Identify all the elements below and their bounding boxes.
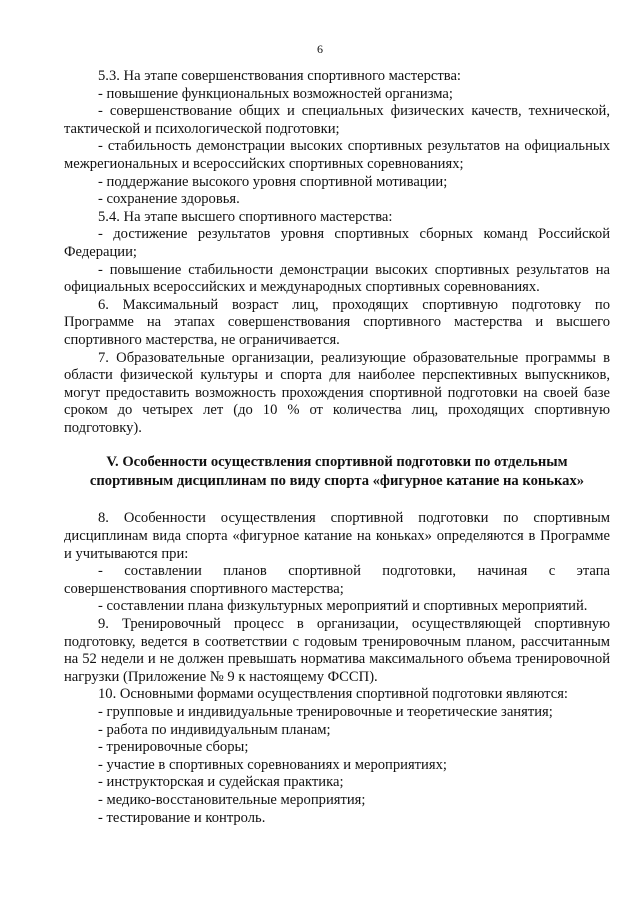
page-number: 6 (317, 42, 323, 56)
section-5-3-title: 5.3. На этапе совершенствования спортивного мастерства: (98, 68, 461, 84)
paragraph-10-intro: 10. Основными формами осуществления спортивной подготовки являются: (98, 686, 568, 703)
page-content (64, 68, 610, 827)
paragraph-8-item: - составлении плана физкультурных мероприятий и спортивных мероприятий. (98, 598, 588, 615)
paragraph-10-item: - участие в спортивных соревнованиях и мероприятиях; (98, 756, 447, 773)
paragraph-10-item: - инструкторская и судейская практика; (98, 774, 344, 791)
section-v-heading: V. Особенности осуществления спортивной подготовки по отдельным спортивным дисциплинам по виду спорта «фигурное катание на коньках» (89, 454, 585, 489)
paragraph-10-item: - тестирование и контроль. (98, 809, 266, 826)
section-5-3-item: - поддержание высокого уровня спортивной мотивации; (98, 173, 448, 190)
section-5-3-item: - стабильность демонстрации высоких спортивных результатов на официальных межрегиональных и всероссийских спортивных соревнованиях; (64, 138, 610, 172)
paragraph-10-item: - медико-восстановительные мероприятия; (98, 791, 366, 808)
section-5-3-item: - повышение функциональных возможностей организма; (98, 85, 453, 102)
section-5-3-item: - совершенствование общих и специальных физических качеств, технической, тактической и психологической подготовки; (64, 103, 610, 137)
paragraph-10-item: - работа по индивидуальным планам; (98, 721, 331, 738)
paragraph-6: 6. Максимальный возраст лиц, проходящих спортивную подготовку по Программе на этапах совершенствования спортивного мастерства и высшего спортивного мастерства, не ограничивается. (64, 296, 610, 348)
section-5-3-item: - сохранение здоровья. (98, 191, 240, 208)
paragraph-8-item: - составлении планов спортивной подготовки, начиная с этапа совершенствования спортивного мастерства; (64, 563, 610, 597)
section-5-4-item: - достижение результатов уровня спортивных сборных команд Российской Федерации; (64, 226, 610, 260)
section-5-4-title: 5.4. На этапе высшего спортивного мастерства: (98, 208, 393, 225)
paragraph-9: 9. Тренировочный процесс в организации, осуществляющей спортивную подготовку, ведется в соответствии с годовым тренировочным планом, рассчитанным на 52 недели и не должен превышать норматива максимального объема тренировочной нагрузки (Приложение № 9 к настоящему ФССП). (64, 616, 610, 685)
paragraph-10-item: - тренировочные сборы; (98, 739, 249, 756)
paragraph-10-item: - групповые и индивидуальные тренировочные и теоретические занятия; (98, 704, 553, 720)
paragraph-8-intro: 8. Особенности осуществления спортивной подготовки по спортивным дисциплинам вида спорта «фигурное катание на коньках» определяются в Программе и учитываются при: (64, 510, 610, 562)
paragraph-7: 7. Образовательные организации, реализующие образовательные программы в области физической культуры и спорта для наиболее перспективных выпускников, могут предоставить возможность прохождения спортивной подготовки на своей базе сроком до четырех лет (до 10 % от количества лиц, проходящих спортивную подготовку). (64, 349, 610, 436)
section-5-4-item: - повышение стабильности демонстрации высоких спортивных результатов на официальных всероссийских и международных спортивных соревнованиях. (64, 261, 610, 296)
